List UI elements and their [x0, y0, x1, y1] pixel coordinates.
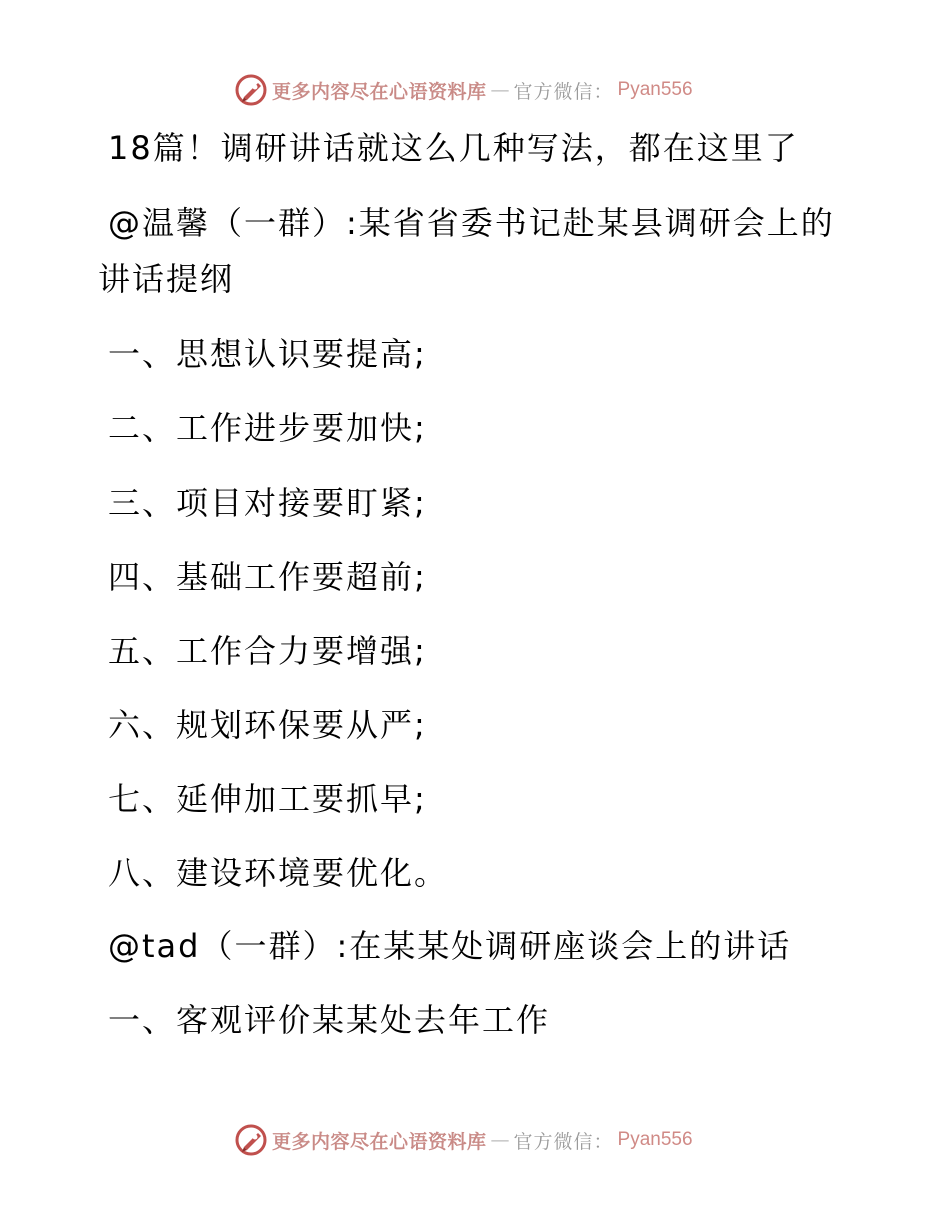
footer-watermark	[234, 1122, 693, 1158]
list-item: 八、建设环境要优化。	[108, 854, 449, 892]
list-item: 二、工作进步要加快;	[108, 409, 427, 447]
watermark-text: 更多内容尽在心语资料库	[272, 1130, 487, 1153]
watermark-separator: —	[490, 79, 510, 101]
list-item: 六、规划环保要从严;	[108, 706, 427, 744]
section1-heading-line1: @温馨（一群）:某省省委书记赴某县调研会上的	[108, 204, 835, 242]
list-item: 七、延伸加工要抓早;	[108, 780, 427, 818]
watermark-wechat-id: Pyan556	[617, 1129, 693, 1150]
document-title: 18篇！调研讲话就这么几种写法，都在这里了	[108, 129, 799, 167]
watermark-text: 更多内容尽在心语资料库	[272, 80, 487, 103]
list-item: 一、客观评价某某处去年工作	[108, 1001, 551, 1039]
list-item: 四、基础工作要超前;	[108, 558, 427, 596]
pen-logo-icon	[234, 1123, 268, 1157]
watermark-official-label: 官方微信：	[513, 1130, 614, 1153]
list-item: 三、项目对接要盯紧;	[108, 484, 427, 522]
watermark-official-label: 官方微信：	[513, 80, 614, 103]
section1-heading-line2: 讲话提纲	[98, 260, 235, 298]
list-item: 一、思想认识要提高;	[108, 335, 427, 373]
watermark-separator: —	[490, 1129, 510, 1151]
watermark-wechat-id: Pyan556	[617, 79, 693, 100]
list-item: 五、工作合力要增强;	[108, 632, 427, 670]
section2-heading: @tad（一群）:在某某处调研座谈会上的讲话	[108, 927, 792, 965]
